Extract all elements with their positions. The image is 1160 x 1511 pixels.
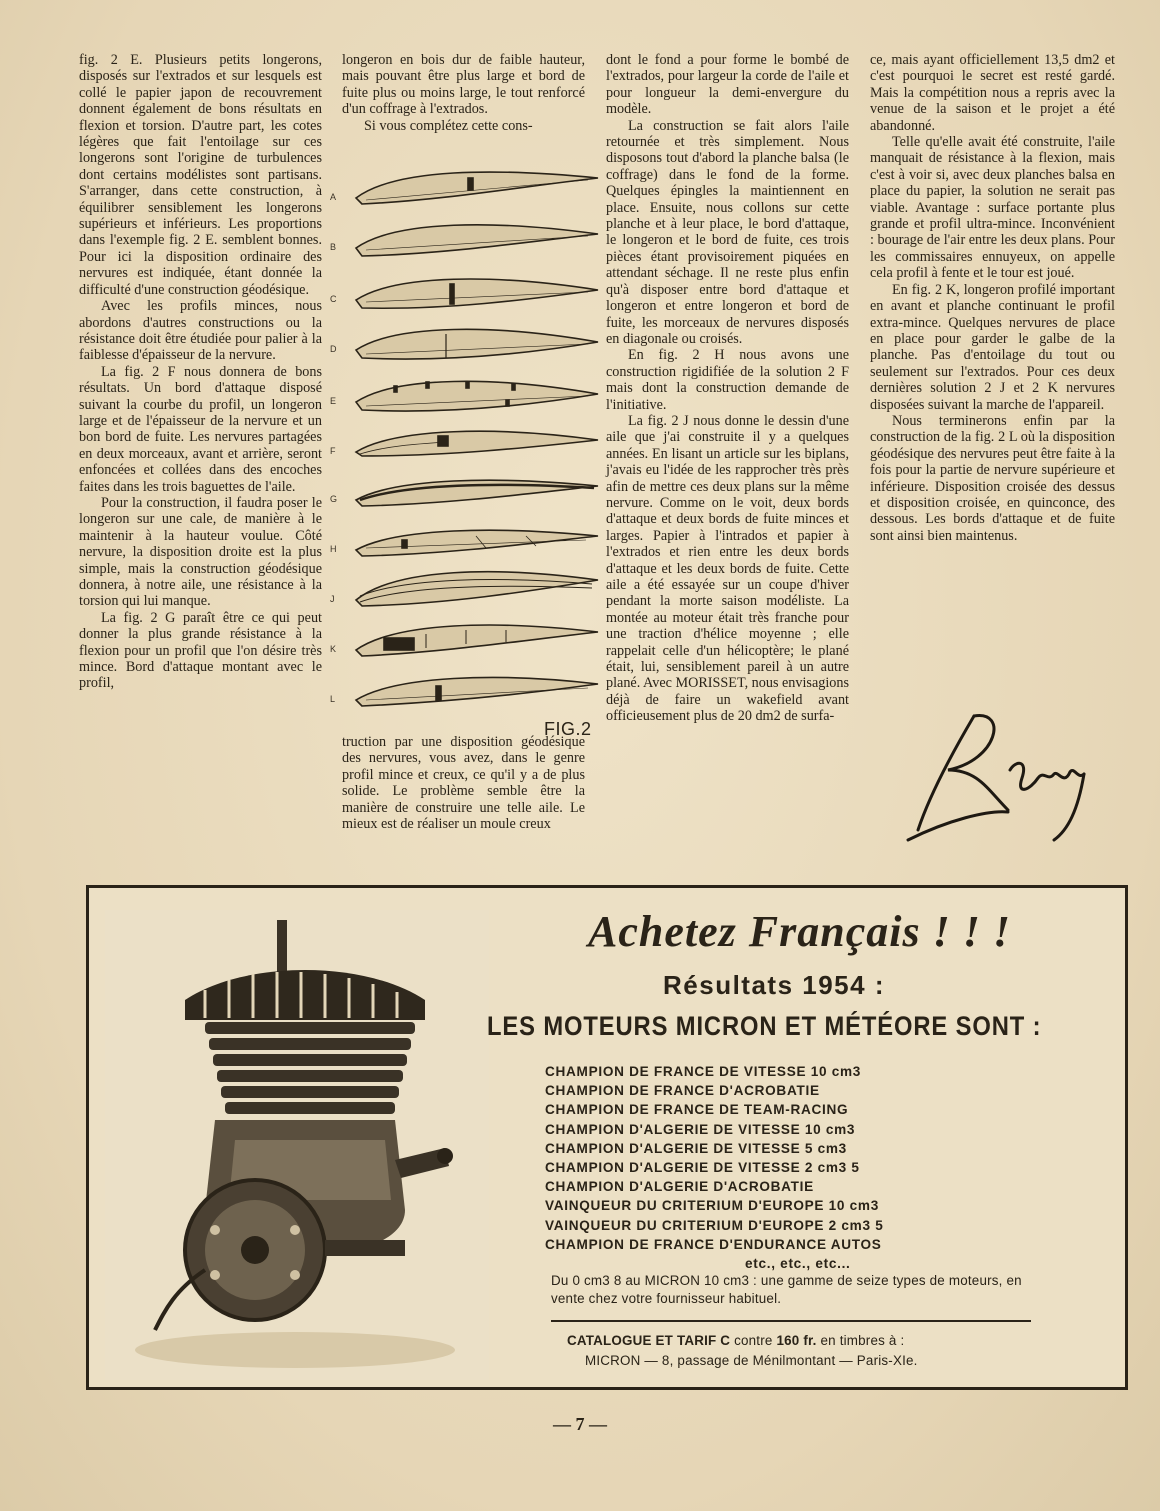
paragraph: Avec les profils minces, nous abordons d'autres constructions ou la résistance doit être étudiée pour palier à la faiblesse d'épaisseur de la nervure. bbox=[79, 298, 322, 364]
figure-letter: D bbox=[330, 344, 337, 354]
figure-letter: L bbox=[330, 694, 336, 704]
catalogue-text: contre bbox=[730, 1333, 777, 1348]
paragraph: ce, mais ayant officiellement 13,5 dm2 et c'est pourquoi le secret est resté gardé. Mais la compétition nous a repris avec la venue de la saison et le projet a été abandonné. bbox=[870, 52, 1115, 134]
catalogue-price: 160 fr. bbox=[776, 1333, 817, 1348]
wing-profiles-figure bbox=[326, 150, 602, 750]
catalogue-text-end: en timbres à : bbox=[816, 1333, 905, 1348]
ad-headline: LES MOTEURS MICRON ET MÉTÉORE SONT : bbox=[487, 1011, 1042, 1041]
list-etc: etc., etc., etc... bbox=[745, 1256, 851, 1272]
list-item: VAINQUEUR DU CRITERIUM D'EUROPE 10 cm3 bbox=[545, 1198, 879, 1214]
catalogue-label: CATALOGUE ET TARIF C bbox=[567, 1333, 731, 1348]
list-item: VAINQUEUR DU CRITERIUM D'EUROPE 2 cm3 5 bbox=[545, 1217, 884, 1233]
paragraph: En fig. 2 K, longeron profilé important en avant et planche continuant le profil extra-mince. Quelques nervures de place en place pour garder le galbe de la planche. Pas d'entoilage du tout ou seulement sur l'extrados. Pour ces deux dernières solution 2 J et 2 K nervures disposées suivant la marche de l'appareil. bbox=[870, 281, 1115, 413]
divider bbox=[551, 1320, 1031, 1322]
list-item: CHAMPION DE FRANCE D'ACROBATIE bbox=[545, 1083, 820, 1099]
figure-letter: B bbox=[330, 242, 337, 252]
micron-advertisement bbox=[86, 885, 1128, 1390]
list-item: CHAMPION DE FRANCE DE VITESSE 10 cm3 bbox=[545, 1064, 862, 1079]
paragraph: Telle qu'elle avait été construite, l'aile manquait de résistance à la flexion, mais c'est à voir si, avec deux planches balsa en place du papier, la solution ne serait pas viable. Avantage : surface portante plus grande et profil ultra-mince. Inconvénient : bourage de l'air entre les deux plans. Pour les commissaires ennuyeux, on appelle cela profil à fente et le tour est joué. bbox=[870, 134, 1115, 282]
figure-letter: K bbox=[330, 644, 337, 654]
ad-address: MICRON — 8, passage de Ménilmontant — Paris-XIe. bbox=[585, 1353, 918, 1368]
paragraph: fig. 2 E. Plusieurs petits longerons, disposés sur l'extrados et sur lesquels est collé le papier japon de recouvrement donnent également de bons résultats en flexion et torsion. D'autre part, les cotes légères que fait l'entoilage sur ces longerons sont l'origine de turbulences dont certains modélistes sont partisans. S'arranger, dans cette construction, à équilibrer sensiblement les longerons supérieurs et inférieurs. Les proportions dans l'exemple fig. 2 E. semblent bonnes. Pour ici la disposition ordinaire des nervures est indiquée, étant donnée la difficulté d'une construction géodésique. bbox=[79, 52, 322, 298]
figure-letter: J bbox=[330, 594, 335, 604]
paragraph: truction par une disposition géodésique des nervures, vous avez, dans le genre profil mince et creux, ce qu'il y a de plus solide. Le problème semble être la manière de construire une telle aile. Le mieux est de réaliser un moule creux bbox=[342, 734, 585, 833]
article-column-3 bbox=[606, 52, 849, 725]
paragraph: dont le fond a pour forme le bombé de l'extrados, pour largeur la corde de l'aile et pour longueur la demi-envergure du modèle. bbox=[606, 52, 849, 118]
paragraph: La fig. 2 J nous donne le dessin d'une aile que j'ai construite il y a quelques années. En lisant un article sur les biplans, j'avais eu l'idée de les rapprocher très près afin de mettre ces deux plans sur la même nervure. Comme on le voit, deux bords d'attaque et deux bords de fuite minces et larges. Papier à l'intrados et papier à l'extrados et rien entre les deux bords d'attaque et les deux bords de fuite. Cette aile a été essayée sur un coupe d'hiver pendant la morte saison modéliste. La montée au moteur était très franche pour une traction d'hélice moyenne ; elle rappelait celle d'un hélicoptère; le plané était, lui, sensiblement pareil à un autre plané. Avec MORISSET, nous envisagions déjà de faire un wakefield avant officieusement plus de 20 dm2 de surfa- bbox=[606, 412, 849, 725]
engine-image bbox=[105, 910, 489, 1380]
figure-letter: E bbox=[330, 396, 337, 406]
article-column-2-bottom bbox=[342, 734, 585, 832]
figure-letter: H bbox=[330, 544, 337, 554]
ad-subtitle: Résultats 1954 : bbox=[663, 970, 885, 1000]
figure-letter: G bbox=[330, 494, 338, 504]
author-signature bbox=[888, 700, 1098, 850]
paragraph: Nous terminerons enfin par la construction de la fig. 2 L où la disposition géodésique des nervures peut être faite à la fois pour la partie de nervure supérieure et inférieure. Disposition croisée des dessus et disposition croisée, en quinconce, des dessous. Les bords d'attaque et de fuite sont ainsi bien maintenus. bbox=[870, 412, 1115, 544]
list-item: CHAMPION DE FRANCE DE TEAM-RACING bbox=[545, 1102, 849, 1118]
paragraph: longeron en bois dur de faible hauteur, mais pouvant être plus large et bord de fuite plus ou moins large, le tout renforcé d'un coffrage à l'extrados. bbox=[342, 52, 585, 118]
figure-letter: A bbox=[330, 192, 337, 202]
paragraph: La construction se fait alors l'aile retournée et très simplement. Nous disposons tout d'abord la planche balsa (le coffrage) dans le fond de la forme. Quelques épingles la maintiennent en place. Ensuite, nous collons sur cette planche et à leur place, le bord d'attaque, le longeron et le bord de fuite, ces trois pièces étant provisoirement piquées en attendant séchage. Il ne reste plus enfin qu'à disposer entre bord d'attaque et longeron et entre longeron et bord de fuite, les morceaux de nervures disposés en diagonale ou croisés. bbox=[606, 117, 849, 347]
ad-title: Achetez Français ! ! ! bbox=[588, 907, 1011, 956]
list-item: CHAMPION D'ALGERIE DE VITESSE 5 cm3 bbox=[545, 1140, 847, 1156]
paragraph: La fig. 2 G paraît être ce qui peut donner la plus grande résistance à la flexion pour un profil que l'on désire très mince. Bord d'attaque montant avec le profil, bbox=[79, 609, 322, 692]
paragraph: La fig. 2 F nous donnera de bons résultats. Un bord d'attaque disposé suivant la courbe du profil, un longeron large et de l'épaisseur de la nervure et un bon bord de fuite. Les nervures partagées en deux morceaux, avant et arrière, seront enfoncées et collées dans des encoches faites dans les trois baguettes de l'aile. bbox=[79, 363, 322, 495]
paragraph: En fig. 2 H nous avons une construction rigidifiée de la solution 2 F mais dont la construction demande de l'initiative. bbox=[606, 347, 849, 413]
championship-list bbox=[545, 1062, 985, 1273]
figure-letter: C bbox=[330, 294, 337, 304]
article-column-2-top bbox=[342, 52, 585, 134]
paragraph: Si vous complétez cette cons- bbox=[364, 117, 533, 134]
article-column-1 bbox=[79, 52, 322, 692]
list-item: CHAMPION D'ALGERIE DE VITESSE 2 cm3 5 bbox=[545, 1160, 860, 1176]
ad-catalogue bbox=[567, 1331, 1087, 1371]
article-column-4 bbox=[870, 52, 1115, 544]
page-number: — 7 — bbox=[553, 1414, 607, 1434]
paragraph: Pour la construction, il faudra poser le longeron sur une cale, de manière à le maintenir à la hauteur voulue. Côté nervure, la disposition droite est la plus simple, mais la construction géodésique donnera, à notre aile, une résistance à la torsion qui lui manque. bbox=[79, 494, 322, 610]
wing-profiles-drawing bbox=[326, 150, 602, 750]
figure-letter: F bbox=[330, 446, 336, 456]
figure-label: FIG.2 bbox=[544, 719, 592, 739]
ad-description: Du 0 cm3 8 au MICRON 10 cm3 : une gamme de seize types de moteurs, en vente chez votre fournisseur habituel. bbox=[551, 1273, 1022, 1306]
list-item: CHAMPION D'ALGERIE D'ACROBATIE bbox=[545, 1179, 814, 1195]
list-item: CHAMPION DE FRANCE D'ENDURANCE AUTOS bbox=[545, 1236, 882, 1252]
list-item: CHAMPION D'ALGERIE DE VITESSE 10 cm3 bbox=[545, 1121, 856, 1137]
